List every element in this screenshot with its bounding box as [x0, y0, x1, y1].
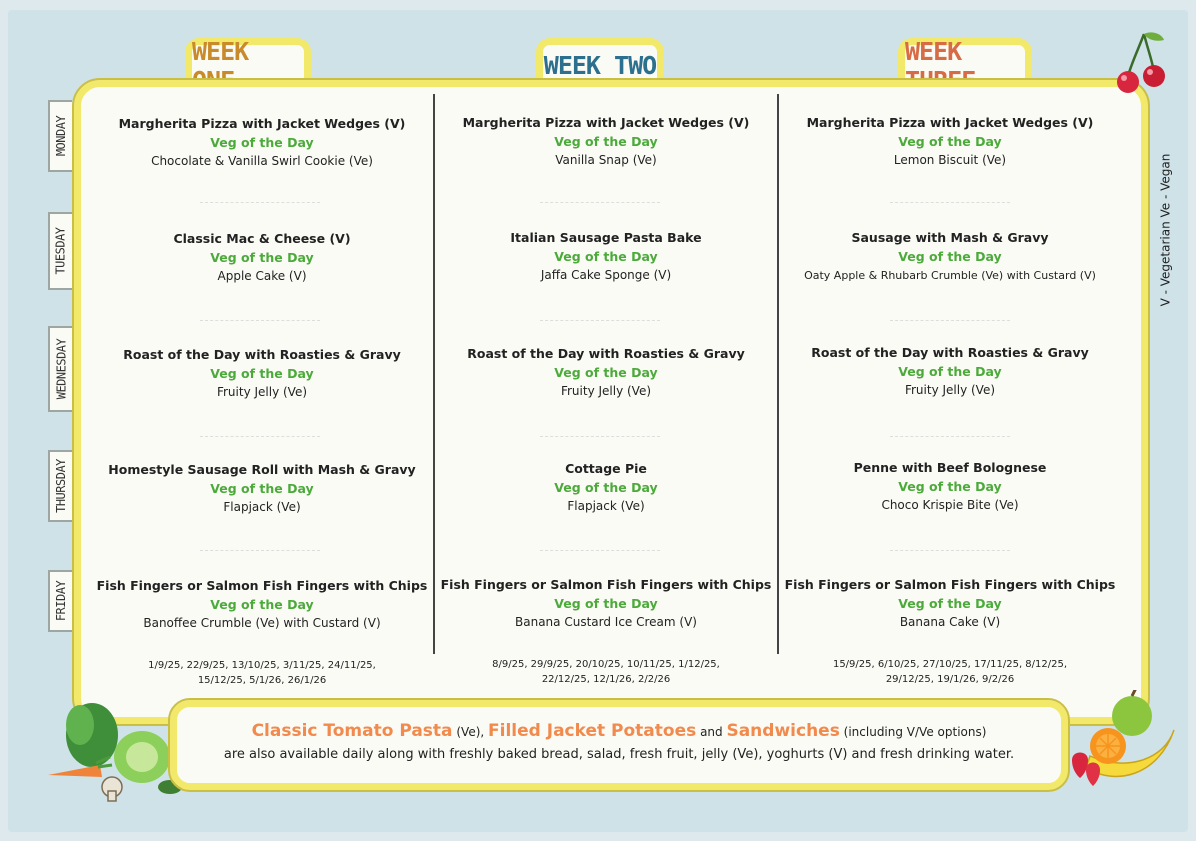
menu-cell-week2-wednesday	[436, 344, 776, 401]
main-dish: Margherita Pizza with Jacket Wedges (V)	[118, 116, 406, 131]
menu-cell-week2-tuesday	[436, 228, 776, 285]
week3-dates	[780, 657, 1120, 687]
veg-of-day: Veg of the Day	[210, 366, 314, 381]
footer-item-jacket-potatoes: Filled Jacket Potatoes	[488, 721, 697, 741]
menu-cell-week3-monday	[780, 113, 1120, 170]
menu-cell-week2-friday	[436, 575, 776, 632]
menu-cell-week1-tuesday	[92, 229, 432, 286]
footer-line-2: are also available daily along with freshly baked bread, salad, fresh fruit, jelly (Ve), yoghurts (V) and fresh drinking water.	[223, 747, 1015, 762]
main-dish: Margherita Pizza with Jacket Wedges (V)	[462, 115, 750, 130]
week1-dates	[92, 658, 432, 688]
footer-item-sandwiches: Sandwiches	[726, 721, 840, 741]
veg-of-day: Veg of the Day	[898, 479, 1002, 494]
dessert: Fruity Jelly (Ve)	[904, 383, 996, 397]
menu-cell-week1-thursday	[92, 460, 432, 517]
legend-text: V - Vegetarian Ve - Vegan	[1158, 153, 1173, 307]
tab-week-three	[898, 38, 1032, 86]
day-tab-tuesday	[48, 212, 72, 290]
veg-of-day: Veg of the Day	[898, 364, 1002, 379]
menu-cell-week3-tuesday	[780, 228, 1120, 285]
footer-item1-suffix: (Ve),	[456, 725, 485, 739]
dessert: Banana Custard Ice Cream (V)	[515, 615, 697, 629]
veg-of-day: Veg of the Day	[554, 596, 658, 611]
veg-of-day: Veg of the Day	[554, 134, 658, 149]
day-tab-friday	[48, 570, 72, 632]
dessert: Banana Cake (V)	[899, 615, 1001, 629]
dates-line: 29/12/25, 19/1/26, 9/2/26	[885, 674, 1015, 685]
dessert: Banoffee Crumble (Ve) with Custard (V)	[143, 616, 381, 630]
dessert: Flapjack (Ve)	[567, 499, 645, 513]
main-dish: Roast of the Day with Roasties & Gravy	[811, 345, 1089, 360]
veg-of-day: Veg of the Day	[554, 480, 658, 495]
main-dish: Penne with Beef Bolognese	[853, 460, 1047, 475]
day-tab-wednesday	[48, 326, 72, 412]
main-dish: Fish Fingers or Salmon Fish Fingers with Chips	[96, 578, 428, 593]
dessert: Apple Cake (V)	[217, 269, 307, 283]
row-separator	[540, 320, 660, 321]
week-one-title: WEEK	[192, 36, 249, 66]
tab-week-two	[536, 38, 664, 86]
dessert: Lemon Biscuit (Ve)	[893, 153, 1007, 167]
dates-line: 15/12/25, 5/1/26, 26/1/26	[197, 675, 327, 686]
day-label-wednesday: WEDNESDAY	[54, 338, 68, 400]
dates-line: 8/9/25, 29/9/25, 20/10/25, 10/11/25, 1/12/25,	[492, 659, 720, 670]
main-dish: Margherita Pizza with Jacket Wedges (V)	[806, 115, 1094, 130]
row-separator	[890, 436, 1010, 437]
column-divider	[777, 94, 779, 654]
dessert: Oaty Apple & Rhubarb Crumble (Ve) with Custard (V)	[804, 269, 1096, 282]
row-separator	[200, 550, 320, 551]
veg-of-day: Veg of the Day	[898, 596, 1002, 611]
footer-item-tomato-pasta: Classic Tomato Pasta	[251, 721, 453, 741]
dessert: Jaffa Cake Sponge (V)	[540, 268, 672, 282]
vegetables-icon	[40, 695, 190, 805]
dessert: Fruity Jelly (Ve)	[560, 384, 652, 398]
day-tab-thursday	[48, 450, 72, 522]
main-dish: Fish Fingers or Salmon Fish Fingers with Chips	[440, 577, 772, 592]
menu-cell-week3-wednesday	[780, 343, 1120, 400]
fruit-icon	[1066, 690, 1180, 790]
week2-dates	[436, 657, 776, 687]
row-separator	[200, 202, 320, 203]
footer-line-1	[177, 721, 1061, 741]
veg-of-day: Veg of the Day	[898, 134, 1002, 149]
day-label-monday: MONDAY	[54, 115, 69, 157]
dessert: Chocolate & Vanilla Swirl Cookie (Ve)	[151, 154, 373, 168]
footer-and-text: and	[700, 725, 723, 739]
row-separator	[200, 320, 320, 321]
main-dish: Classic Mac & Cheese (V)	[173, 231, 351, 246]
dessert: Flapjack (Ve)	[223, 500, 301, 514]
row-separator	[200, 436, 320, 437]
tab-week-one	[185, 38, 311, 86]
veg-of-day: Veg of the Day	[554, 249, 658, 264]
dates-line: 15/9/25, 6/10/25, 27/10/25, 17/11/25, 8/12/25,	[832, 659, 1068, 670]
dessert: Vanilla Snap (Ve)	[555, 153, 657, 167]
veg-of-day: Veg of the Day	[554, 365, 658, 380]
footer-item3-suffix: (including V/Ve options)	[843, 725, 987, 739]
week-two-title: WEEK TWO	[543, 51, 657, 80]
dates-line: 1/9/25, 22/9/25, 13/10/25, 3/11/25, 24/11/25,	[148, 660, 376, 671]
main-dish: Sausage with Mash & Gravy	[851, 230, 1049, 245]
main-dish: Cottage Pie	[565, 461, 647, 476]
main-dish: Roast of the Day with Roasties & Gravy	[467, 346, 745, 361]
main-dish: Homestyle Sausage Roll with Mash & Gravy	[108, 462, 416, 477]
column-divider	[433, 94, 435, 654]
week-three-title: WEEK	[905, 36, 962, 66]
row-separator	[540, 550, 660, 551]
cherries-icon	[1112, 30, 1172, 96]
row-separator	[540, 202, 660, 203]
menu-cell-week1-wednesday	[92, 345, 432, 402]
veg-of-day: Veg of the Day	[210, 250, 314, 265]
veg-of-day: Veg of the Day	[210, 135, 314, 150]
day-label-friday: FRIDAY	[54, 580, 69, 622]
diet-legend	[1148, 130, 1182, 330]
dates-line: 22/12/25, 12/1/26, 2/2/26	[541, 674, 671, 685]
veg-of-day: Veg of the Day	[898, 249, 1002, 264]
veg-of-day: Veg of the Day	[210, 597, 314, 612]
menu-cell-week2-monday	[436, 113, 776, 170]
row-separator	[890, 550, 1010, 551]
dessert: Choco Krispie Bite (Ve)	[881, 498, 1019, 512]
menu-cell-week3-thursday	[780, 458, 1120, 515]
veg-of-day: Veg of the Day	[210, 481, 314, 496]
menu-cell-week1-friday	[92, 576, 432, 633]
day-tab-monday	[48, 100, 72, 172]
row-separator	[890, 202, 1010, 203]
day-label-thursday: THURSDAY	[54, 459, 69, 513]
row-separator	[540, 436, 660, 437]
footer-panel	[170, 700, 1068, 790]
day-label-tuesday: TUESDAY	[54, 227, 69, 275]
menu-cell-week3-friday	[780, 575, 1120, 632]
row-separator	[890, 320, 1010, 321]
main-dish: Italian Sausage Pasta Bake	[510, 230, 702, 245]
dessert: Fruity Jelly (Ve)	[216, 385, 308, 399]
menu-cell-week2-thursday	[436, 459, 776, 516]
menu-cell-week1-monday	[92, 114, 432, 171]
main-dish: Fish Fingers or Salmon Fish Fingers with Chips	[784, 577, 1116, 592]
main-dish: Roast of the Day with Roasties & Gravy	[123, 347, 401, 362]
